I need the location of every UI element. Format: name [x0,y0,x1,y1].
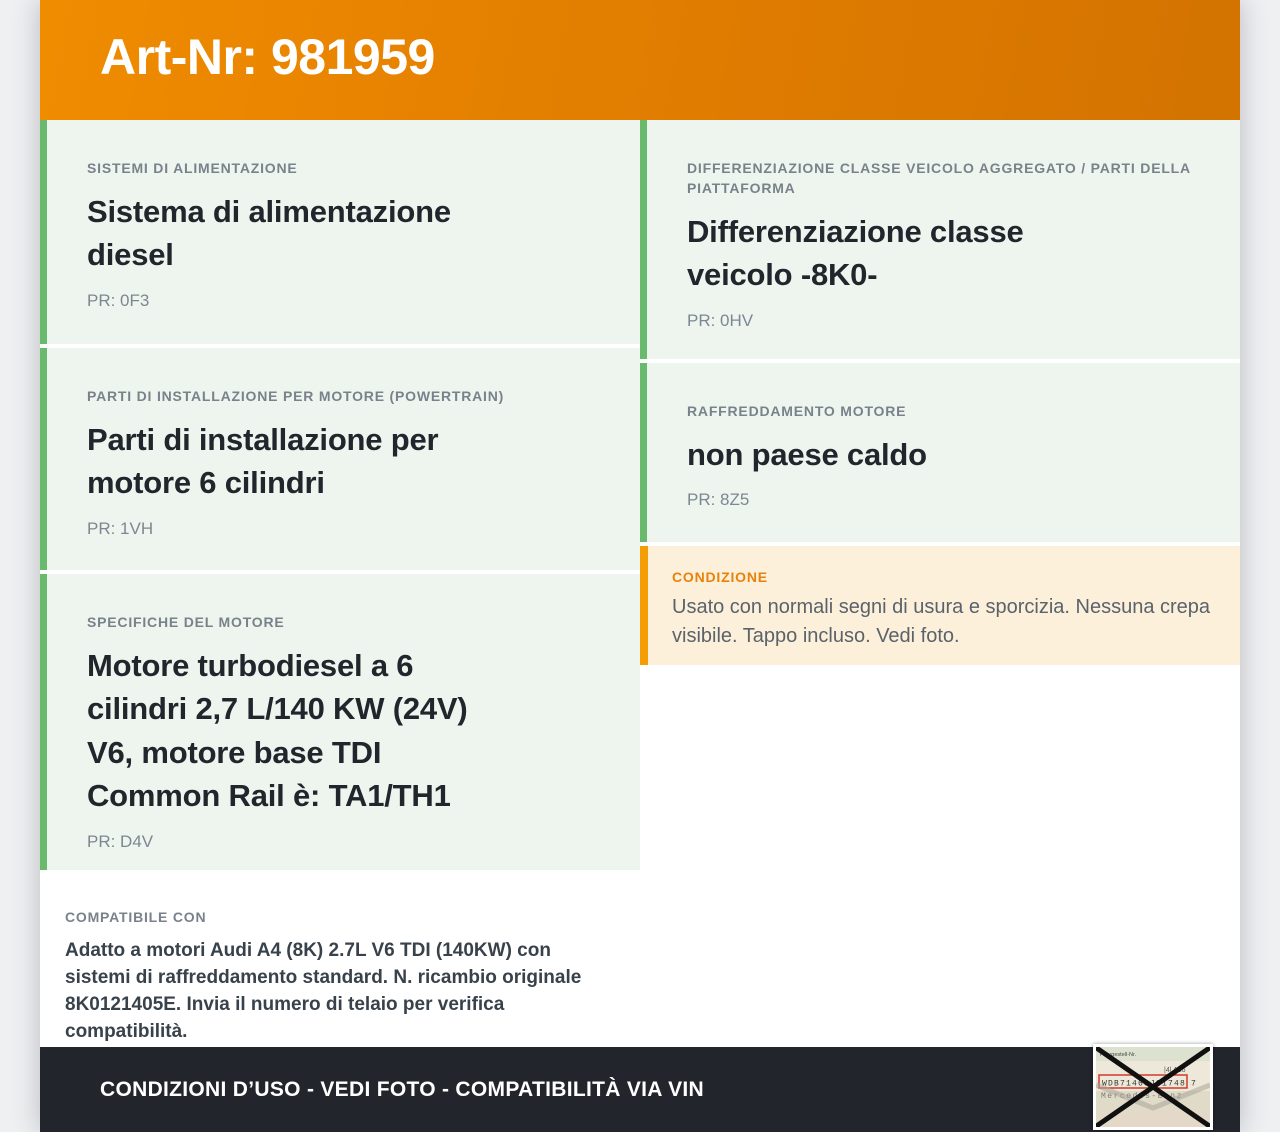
doc-label-text: Fahrgestell-Nr. [1100,1052,1137,1058]
left-column [40,120,640,1047]
brand-text: Mercedes-Benz [1101,1092,1183,1101]
spec-card-pr-code: PR: 8Z5 [687,490,750,510]
spec-card-label: SPECIFICHE DEL MOTORE [87,614,285,630]
compatibility-text: Adatto a motori Audi A4 (8K) 2.7L V6 TDI (140KW) con sistemi di raffreddamento standard. N. ricambio originale 8K0121405E. Invia il numero di telaio per verifica compatibilità. [65,940,582,1042]
spec-card-raffreddamento-motore [640,363,1240,542]
footer-notice-text: CONDIZIONI D’USO - VEDI FOTO - COMPATIBILITÀ VIA VIN [100,1077,704,1101]
condition-text: Usato con normali segni di usura e sporcizia. Nessuna crepa visibile. Tappo incluso. Vedi foto. [672,596,1211,647]
spec-card-pr-code: PR: D4V [87,831,154,851]
article-number-title: Art-Nr: 981959 [100,29,435,85]
spec-card-parti-di-installazione [40,348,640,570]
compatibility-label: COMPATIBILE CON [65,909,207,925]
condition-label: CONDIZIONE [672,569,768,585]
listing-page [40,0,1240,1132]
spec-card-label: DIFFERENZIAZIONE CLASSE VEICOLO AGGREGATO / PARTI DELLA PIATTAFORMA [687,160,1191,196]
spec-card-label: PARTI DI INSTALLAZIONE PER MOTORE (POWERTRAIN) [87,388,505,404]
spec-card-pr-code: PR: 0HV [687,310,754,330]
spec-card-sistemi-di-alimentazione [40,120,640,344]
footer-bar [40,1047,1240,1132]
spec-columns [40,120,1240,1047]
spec-card-pr-code: PR: 0F3 [87,290,150,310]
condition-card [640,546,1240,665]
right-column [640,120,1240,1047]
spec-card-label: SISTEMI DI ALIMENTAZIONE [87,160,298,176]
header-banner [40,0,1240,120]
spec-card-title: Motore turbodiesel a 6 cilindri 2,7 L/140 KW (24V) V6, motore base TDI Common Rail è: TA1/TH1 [87,648,468,814]
right-column-filler [640,665,1240,1047]
spec-card-title: Differenziazione classe veicolo -8K0- [687,214,1024,293]
spec-card-title: non paese caldo [687,437,927,472]
doc-field-text: |4| A16 [1164,1067,1186,1074]
spec-card-label: RAFFREDDAMENTO MOTORE [687,403,907,419]
spec-card-differenziazione-classe-veicolo [640,120,1240,359]
spec-card-title: Sistema di alimentazione diesel [87,194,451,273]
registration-document-photo [1093,1044,1213,1130]
vin-text: WDB71463J31748 [1102,1079,1187,1089]
crossed-out-registration-document-image [1096,1047,1210,1127]
compatibility-section [40,874,640,1047]
spec-card-pr-code: PR: 1VH [87,518,154,538]
spec-card-specifiche-del-motore [40,574,640,870]
vin-suffix-text: 7 [1191,1079,1196,1089]
spec-card-title: Parti di installazione per motore 6 cilindri [87,422,439,501]
